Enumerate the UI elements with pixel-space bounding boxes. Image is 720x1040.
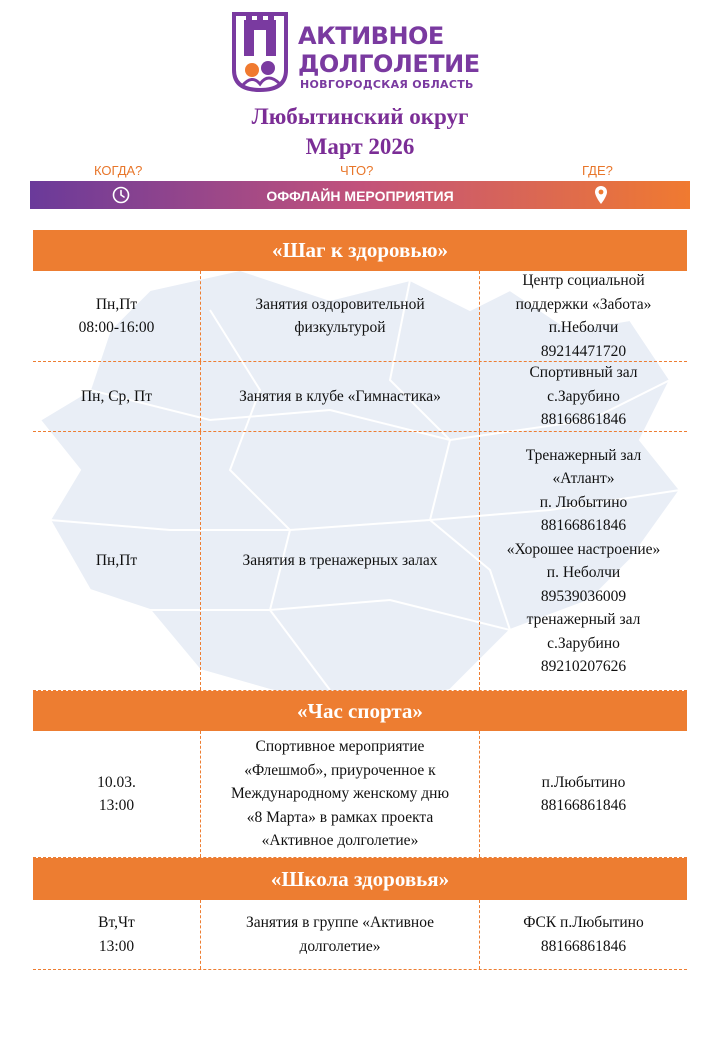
when-cell (33, 900, 201, 969)
where-text: п.Неболчи (548, 319, 619, 336)
what-cell (201, 731, 480, 857)
where-label: ГДЕ? (582, 163, 613, 178)
what-text: Международному женскому дню (230, 785, 450, 803)
what-cell (201, 362, 480, 431)
what-cell (201, 432, 480, 690)
when-cell (33, 362, 201, 431)
where-phone: 89210207626 (540, 658, 627, 675)
when-cell (33, 731, 201, 857)
where-text: Спортивный зал (529, 364, 638, 382)
where-phone: 89539036009 (540, 587, 627, 605)
where-text: Тренажерный зал (525, 446, 642, 464)
where-text: с.Зарубино (547, 387, 620, 405)
when-cell (33, 432, 201, 690)
emblem-icon (230, 12, 290, 92)
where-text: ФСК п.Любытино (523, 914, 644, 931)
when-text: 13:00 (98, 797, 135, 814)
where-text: п. Неболчи (546, 564, 621, 581)
offline-events-banner (30, 181, 690, 209)
logo-text-region: НОВГОРОДСКАЯ ОБЛАСТЬ (300, 78, 474, 91)
what-text: Занятия оздоровительной (255, 295, 425, 313)
where-phone: 88166861846 (540, 411, 627, 429)
what-label: ЧТО? (340, 163, 374, 178)
section-title-sport-hour: «Час спорта» (33, 691, 687, 731)
where-text: п. Любытино (539, 493, 628, 511)
what-text: физкультурой (294, 319, 386, 336)
when-text: Пн, Ср, Пт (80, 387, 153, 405)
logo-text-line1: АКТИВНОЕ (298, 22, 444, 50)
when-text: 08:00-16:00 (78, 319, 155, 336)
what-text: «Активное долголетие» (261, 832, 419, 850)
banner-title: ОФФЛАЙН МЕРОПРИЯТИЯ (266, 188, 454, 204)
what-text: Занятия в группе «Активное (245, 914, 435, 931)
when-cell (33, 271, 201, 361)
where-phone: 89214471720 (540, 342, 627, 360)
what-text: Спортивное мероприятие (255, 738, 425, 756)
section-title-step-to-health: «Шаг к здоровью» (33, 230, 687, 271)
what-text: Занятия в клубе «Гимнастика» (239, 387, 441, 405)
table-row (33, 271, 687, 362)
table-row (33, 900, 687, 970)
when-text: Пн,Пт (95, 295, 138, 313)
where-text: тренажерный зал (526, 611, 641, 628)
when-label: КОГДА? (94, 163, 143, 178)
what-text: долголетие» (299, 937, 381, 955)
district-title: Любытинский округ (251, 104, 469, 129)
where-cell (480, 362, 687, 431)
where-text: поддержки «Забота» (515, 295, 652, 313)
section-title-health-school: «Школа здоровья» (33, 858, 687, 900)
what-text: «Флешмоб», приуроченное к (244, 761, 436, 779)
table-row (33, 432, 687, 691)
month-title: Март 2026 (305, 134, 415, 159)
when-text: Пн,Пт (95, 552, 138, 570)
logo-text-line2: ДОЛГОЛЕТИЕ (298, 50, 480, 78)
when-text: Вт,Чт (98, 914, 135, 931)
where-cell (480, 271, 687, 361)
what-cell (201, 271, 480, 361)
where-phone: 88166861846 (540, 797, 627, 814)
where-text: Центр социальной (522, 272, 645, 289)
what-text: Занятия в тренажерных залах (242, 552, 438, 570)
brand-logo (230, 12, 500, 94)
where-phone: 88166861846 (540, 517, 627, 534)
what-cell (201, 900, 480, 969)
where-text: «Атлант» (552, 470, 615, 487)
where-cell (480, 731, 687, 857)
location-pin-icon (594, 185, 608, 205)
table-row (33, 362, 687, 432)
when-text: 13:00 (98, 937, 135, 955)
where-text: с.Зарубино (547, 634, 620, 652)
where-cell (480, 900, 687, 969)
when-text: 10.03. (97, 773, 136, 791)
where-text: п.Любытино (541, 773, 626, 791)
what-text: «8 Марта» в рамках проекта (246, 808, 434, 826)
table-row (33, 731, 687, 858)
where-cell (480, 432, 687, 690)
where-text: «Хорошее настроение» (506, 540, 661, 558)
where-phone: 88166861846 (540, 937, 627, 955)
